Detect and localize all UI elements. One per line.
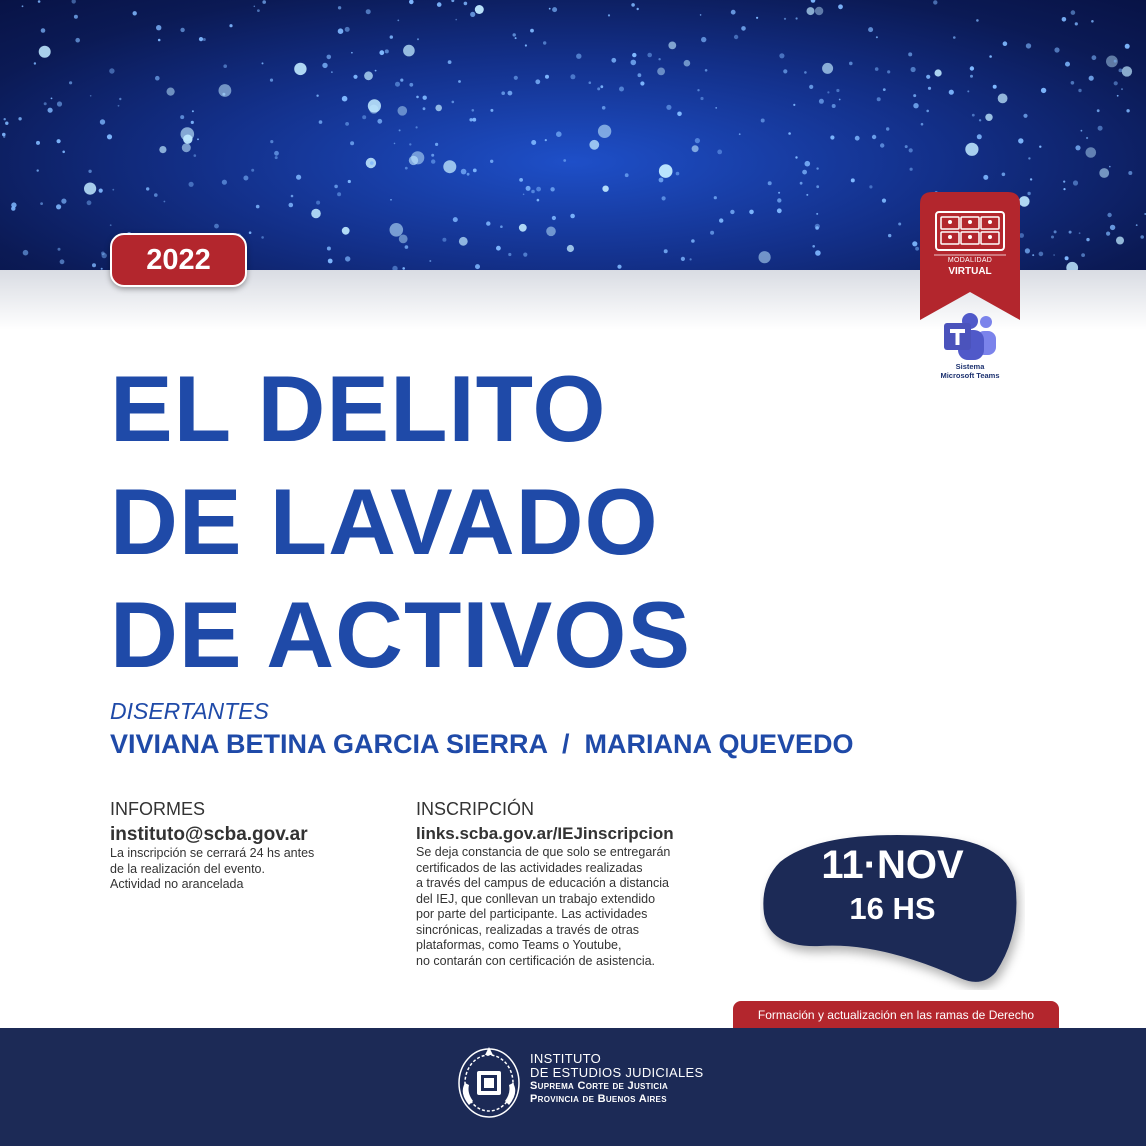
- informes-note-line: de la realización del evento.: [110, 861, 265, 876]
- platform-caption-line1: Sistema: [955, 362, 985, 371]
- inscripcion-notes: [416, 845, 670, 969]
- event-title: [110, 352, 691, 691]
- title-line-1: EL DELITO: [110, 356, 607, 461]
- inscripcion-note-line: sincrónicas, realizadas a través de otras: [416, 922, 640, 937]
- inscripcion-note-line: no contarán con certificación de asistencia.: [416, 953, 656, 968]
- footer-line-1: INSTITUTO: [530, 1051, 602, 1066]
- event-datetime: [780, 840, 1005, 928]
- inscripcion-heading: INSCRIPCIÓN: [416, 799, 535, 819]
- platform-caption: [925, 362, 1015, 380]
- informes-note-line: La inscripción se cerrará 24 hs antes: [110, 846, 315, 860]
- footer-line-2: DE ESTUDIOS JUDICIALES: [530, 1065, 704, 1080]
- event-time: 16 HS: [849, 891, 936, 926]
- footer-line-4: Provincia de Buenos Aires: [530, 1093, 667, 1105]
- year-badge: 2022: [110, 233, 247, 287]
- modality-ribbon: [920, 192, 1020, 320]
- platform-caption-line2: Microsoft Teams: [940, 371, 1000, 380]
- speakers-names: VIVIANA BETINA GARCIA SIERRA / MARIANA QUEVEDO: [110, 729, 854, 759]
- modality-label: MODALIDAD: [947, 257, 993, 264]
- title-line-3: DE ACTIVOS: [110, 582, 692, 687]
- inscripcion-note-line: certificados de las actividades realizadas: [416, 860, 643, 875]
- informes-email-link[interactable]: instituto@scba.gov.ar: [110, 824, 308, 845]
- event-date: 11·NOV: [821, 843, 964, 887]
- modality-value: VIRTUAL: [948, 266, 992, 277]
- footer-line-3: Suprema Corte de Justicia: [530, 1080, 669, 1092]
- title-line-2: DE LAVADO: [110, 469, 659, 574]
- informes-note-line: Actividad no arancelada: [110, 877, 244, 891]
- informes-heading: INFORMES: [110, 799, 206, 819]
- institution-seal-icon: [455, 1043, 523, 1121]
- informes-notes: [110, 846, 314, 893]
- inscripcion-link[interactable]: links.scba.gov.ar/IEJinscripcion: [416, 824, 674, 843]
- institution-name: [530, 1052, 703, 1106]
- inscripcion-note-line: Se deja constancia de que solo se entregarán: [416, 845, 671, 859]
- inscripcion-note-line: por parte del participante. Las actividades: [416, 907, 648, 921]
- tagline-banner: Formación y actualización en las ramas de Derecho: [733, 1001, 1059, 1028]
- microsoft-teams-icon: [940, 312, 998, 362]
- inscripcion-note-line: plataformas, como Teams o Youtube,: [416, 938, 622, 952]
- inscripcion-note-line: del IEJ, que conllevan un trabajo extendido: [416, 891, 656, 906]
- speakers-label: DISERTANTES: [110, 698, 269, 724]
- inscripcion-note-line: a través del campus de educación a distancia: [416, 876, 669, 890]
